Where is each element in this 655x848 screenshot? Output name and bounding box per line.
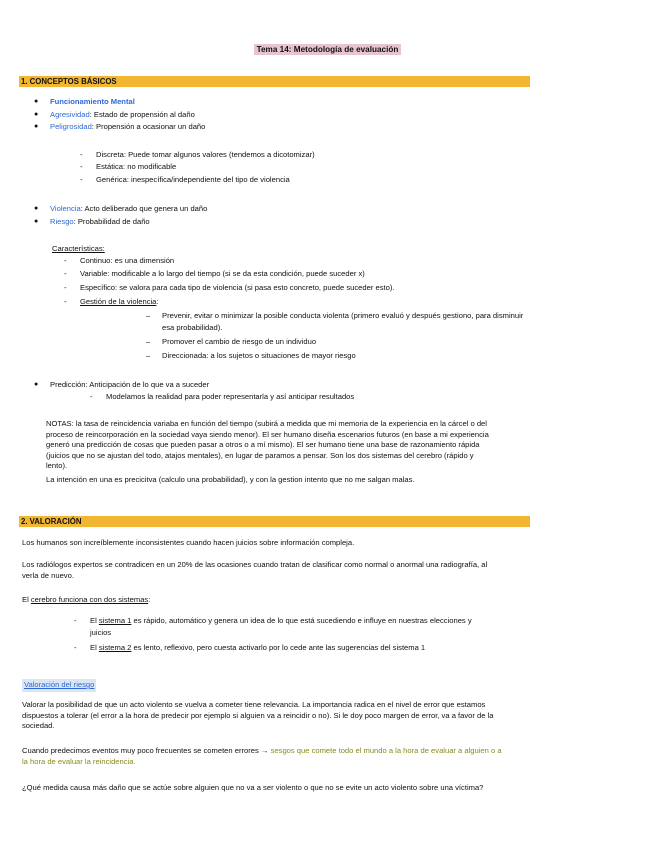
list-item-sistema1: - El sistema 1 es rápido, automático y genera un idea de lo que está sucediendo e influye en nuestras elecciones y [74,616,472,625]
list-item: – Promover el cambio de riesgo de un individuo [146,337,317,346]
document-title: Tema 14: Metodología de evaluación [254,44,402,55]
bullet-agresividad [34,110,195,121]
def-riesgo: : Probabilidad de daño [73,217,150,226]
def-violencia: : Acto deliberado que genera un daño [80,204,208,213]
question-paragraph: ¿Qué medida causa más daño que se actúe sobre alguien que no va a ser violento o que no se evite un acto violento sobre una víctima? [22,783,484,792]
title-row [0,45,655,56]
bullet-peligrosidad [34,122,205,133]
list-item-continuation: esa probabilidad). [162,323,223,332]
list-item-sistema2: - El sistema 2 es lento, reflexivo, pero cuesta activarlo por lo cede ante las sugerencias del sistema 1 [74,643,426,652]
prediccion-text: Predicción: Anticipación de lo que va a suceder [50,380,210,389]
list-item: - Genérica: inespecífica/independiente del tipo de violencia [80,175,290,184]
list-item-gestion: - Gestión de la violencia: [64,297,159,306]
list-item: - Estática: no modificable [80,162,177,171]
def-peligrosidad: : Propensión a ocasionar un daño [91,122,206,131]
term-riesgo: Riesgo [50,217,74,226]
bullet-dot-icon: ● [34,98,39,105]
paragraph: Cuando predecimos eventos muy poco frecuentes se cometen errores → sesgos que comete todo el mundo a la hora de evaluar a alguien o a la hora de evaluar la reincidencia. [22,746,502,766]
def-agresividad: : Estado de propensión al daño [89,110,195,119]
bullet-riesgo [34,217,150,228]
list-item-continuation: juicios [90,628,112,637]
term-peligrosidad: Peligrosidad [50,122,92,131]
list-item: - Variable: modificable a lo largo del tiempo (si se da esta condición, puede suceder x) [64,269,365,278]
bullet-dot-icon: ● [34,381,39,388]
term-violencia: Violencia [50,204,81,213]
list-item: - Modelamos la realidad para poder representarla y así anticipar resultados [90,392,355,401]
bullet-violencia [34,204,207,215]
subheading-valoracion-riesgo: Valoración del riesgo [22,679,96,692]
caracteristicas-label: Características: [52,244,105,253]
list-item: - Continuo: es una dimensión [64,256,175,265]
gestion-label: Gestión de la violencia [80,297,157,306]
term-funcionamiento: Funcionamiento Mental [50,97,135,106]
bullet-dot-icon: ● [34,123,39,130]
bullet-dot-icon: ● [34,111,39,118]
bullet-funcionamiento [34,97,135,108]
term-agresividad: Agresividad [50,110,90,119]
notas-block: NOTAS: la tasa de reincidencia variaba en función del tiempo (subirá a medida que mi memoria de la experiencia en la cárcel o del proceso de reincorporación en la sociedad vaya siendo menor). El ser humano diseña escenarios futuros (en base a mi experiencia generó una predicción de cosas que pueden pasar a otros o a mí mismo). El ser humano tiene una base de razonamiento rápida (juicios que no se ajustan del todo, atajos mentales), en lugar de paramos a pensar. Son los dos sistemas del cerebro (rápido y lento). La intención en una es precicitva (calculo una probabilidad), y con la gestion intento que no me salgan malas. [46,419,489,484]
bullet-dot-icon: ● [34,205,39,212]
sistemas-line: El cerebro funciona con dos sistemas: [22,595,151,604]
bullet-dot-icon: ● [34,218,39,225]
paragraph: Valorar la posibilidad de que un acto violento se vuelva a cometer tiene relevancia. La importancia radica en el nivel de error que estamos dispuestos a tolerar (el error a la hora de predecir por ejemplo si alguien va a reincidir o no). Si le doy poco margen de error, va a favor de la sociedad. [22,700,494,731]
list-item: – Prevenir, evitar o minimizar la posible conducta violenta (primero evaluó y después gestiono, para disminuir [146,311,524,320]
section-heading-valoracion: 2. VALORACIÓN [19,516,530,527]
list-item: – Direccionada: a los sujetos o situaciones de mayor riesgo [146,351,356,360]
section-heading-conceptos: 1. CONCEPTOS BÁSICOS [19,76,530,87]
paragraph: Los radiólogos expertos se contradicen en un 20% de las ocasiones cuando tratan de clasificar como normal o anormal una radiografía, al verla de nuevo. [22,560,488,580]
list-item: - Discreta: Puede tomar algunos valores (tendemos a dicotomizar) [80,150,315,159]
list-item: - Específico: se valora para cada tipo de violencia (si pasa esto concreto, puede suceder esto). [64,283,395,292]
bullet-prediccion [34,380,209,391]
paragraph: Los humanos son increíblemente inconsistentes cuando hacen juicios sobre información compleja. [22,538,355,547]
